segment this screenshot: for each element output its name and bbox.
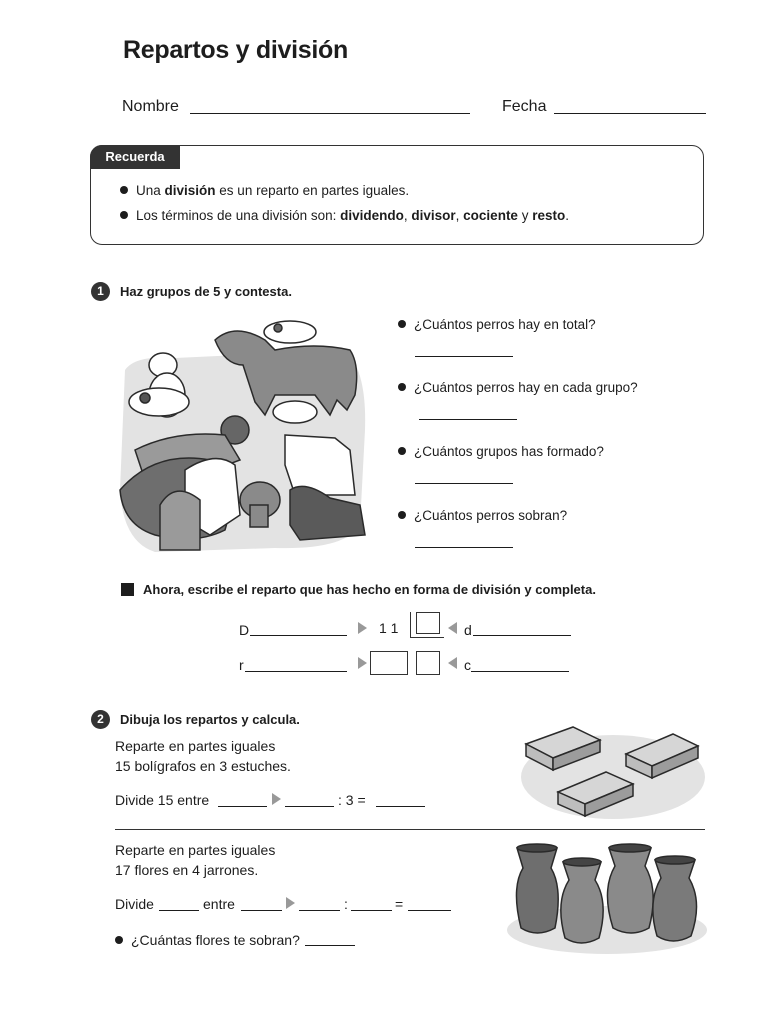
division-instruction: Ahora, escribe el reparto que has hecho en forma de división y completa. <box>143 582 596 597</box>
recuerda-line-1: Una división es un reparto en partes iguales. <box>120 183 409 198</box>
arrow-right-icon <box>286 897 295 909</box>
divisor-label: d <box>464 622 472 638</box>
dividend-value: 1 1 <box>379 620 399 636</box>
resto-box[interactable] <box>370 651 408 675</box>
bullet-dot <box>398 447 406 455</box>
question-4: ¿Cuántos perros sobran? <box>398 508 567 523</box>
square-bullet <box>121 583 134 596</box>
dividendo-label: D <box>239 622 250 638</box>
section-divider <box>115 829 705 830</box>
question-2: ¿Cuántos perros hay en cada grupo? <box>398 380 638 395</box>
cociente-label: c <box>464 657 471 673</box>
question-3: ¿Cuántos grupos has formado? <box>398 444 604 459</box>
dogs-illustration <box>115 310 375 560</box>
arrow-right-icon <box>272 793 281 805</box>
part-a-line-1: Reparte en partes iguales <box>115 738 276 754</box>
part-a-colon-three: : 3 = <box>338 792 366 808</box>
answer-line-2[interactable] <box>419 419 517 420</box>
part-b-blank-4[interactable] <box>351 910 392 911</box>
part-a-divide-word: Divide 15 entre <box>115 792 210 808</box>
recuerda-line-2: Los términos de una división son: dividendo, divisor, cociente y resto. <box>120 208 569 223</box>
resto-label: r <box>239 657 244 673</box>
exercise-1-number: 1 <box>91 282 110 301</box>
pencil-cases-illustration <box>518 722 708 822</box>
division-bracket-bottom <box>410 637 444 638</box>
part-b-blank-2[interactable] <box>241 910 282 911</box>
part-b-entre: entre <box>203 896 235 912</box>
exercise-2-title: Dibuja los repartos y calcula. <box>120 712 300 727</box>
bullet-dot <box>120 211 128 219</box>
bullet-dot <box>398 511 406 519</box>
exercise-2-number: 2 <box>91 710 110 729</box>
part-b-divide-word: Divide <box>115 896 154 912</box>
part-b-equals: = <box>395 896 404 912</box>
cociente-line[interactable] <box>471 671 569 672</box>
arrow-left-icon <box>448 622 457 634</box>
fecha-label: Fecha <box>502 98 547 115</box>
part-b-blank-3[interactable] <box>299 910 340 911</box>
resto-line[interactable] <box>245 671 347 672</box>
answer-line-3[interactable] <box>415 483 513 484</box>
bullet-dot <box>398 320 406 328</box>
bullet-dot <box>398 383 406 391</box>
part-b-line-1: Reparte en partes iguales <box>115 842 276 858</box>
divisor-line[interactable] <box>473 635 571 636</box>
part-a-line-2: 15 bolígrafos en 3 estuches. <box>115 758 291 774</box>
arrow-right-icon <box>358 622 367 634</box>
fecha-field[interactable] <box>554 113 706 114</box>
part-a-blank-3[interactable] <box>376 806 425 807</box>
part-b-line-2: 17 flores en 4 jarrones. <box>115 862 259 878</box>
part-a-blank-2[interactable] <box>285 806 334 807</box>
bullet-dot <box>115 936 123 944</box>
part-b-blank-5[interactable] <box>408 910 451 911</box>
page-title: Repartos y división <box>123 36 348 64</box>
part-b-blank-1[interactable] <box>159 910 199 911</box>
exercise-1-title: Haz grupos de 5 y contesta. <box>120 284 292 299</box>
part-b-colon: : <box>344 896 348 912</box>
cociente-box[interactable] <box>416 651 440 675</box>
divisor-box[interactable] <box>416 612 440 634</box>
arrow-right-icon <box>358 657 367 669</box>
nombre-label: Nombre <box>122 98 179 115</box>
vases-illustration <box>505 840 710 955</box>
part-a-blank-1[interactable] <box>218 806 267 807</box>
part-b-answer-line[interactable] <box>305 945 355 946</box>
part-b-question: ¿Cuántas flores te sobran? <box>115 932 300 948</box>
division-bracket <box>410 612 411 638</box>
question-1: ¿Cuántos perros hay en total? <box>398 317 596 332</box>
nombre-field[interactable] <box>190 113 470 114</box>
bullet-dot <box>120 186 128 194</box>
answer-line-1[interactable] <box>415 356 513 357</box>
recuerda-tab: Recuerda <box>90 145 180 169</box>
dividendo-line[interactable] <box>250 635 347 636</box>
arrow-left-icon <box>448 657 457 669</box>
answer-line-4[interactable] <box>415 547 513 548</box>
